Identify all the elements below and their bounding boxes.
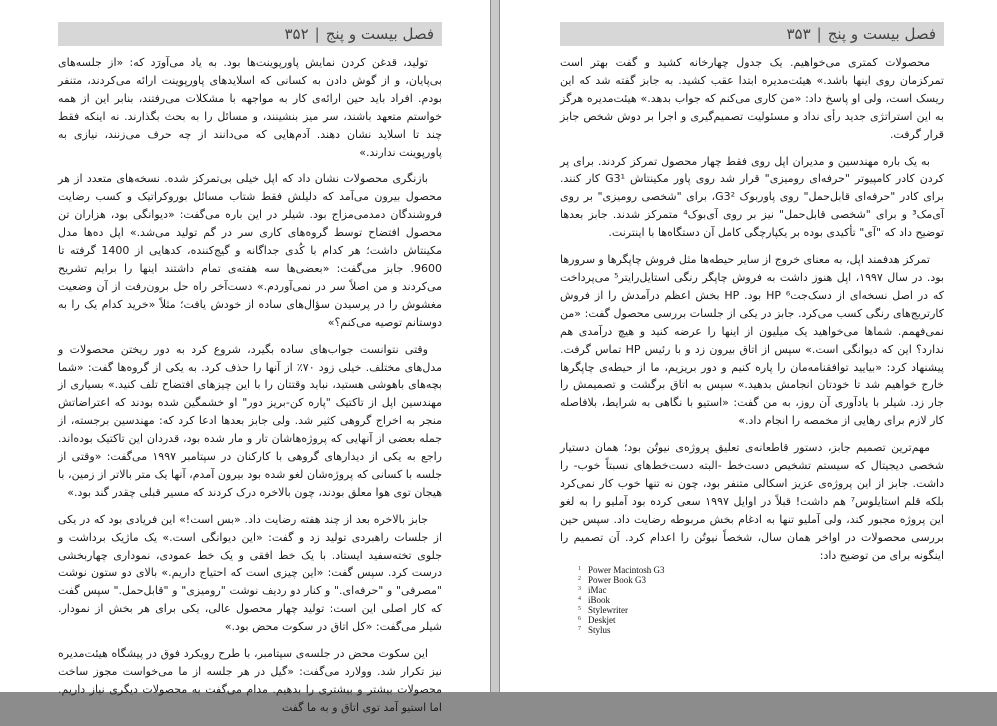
- page-header: [58, 22, 442, 46]
- page-number: ۳۵۲: [284, 25, 309, 43]
- page-gutter: [490, 0, 500, 692]
- footnote-number: 6: [578, 616, 581, 622]
- paragraph: این سکوت محض در جلسه‌ی سپتامبر، با طرح رویکرد فوق در پیشگاه هیئت‌مدیره نیز تکرار شد. وولارد می‌گفت: «گیل در هر جلسه از ما می‌خواست مجوز ساخت محصولات بیشتر و بیشتری را بدهیم. مدام می‌گفت به محصولات دیگری نیاز داریم. اما استیو آمد توی اتاق و به ما گفت: [58, 647, 442, 714]
- footnote-text: Deskjet: [588, 615, 616, 625]
- footnote: [578, 585, 665, 595]
- chapter-title: فصل بیست و پنج: [325, 25, 434, 43]
- footnote: [578, 605, 665, 615]
- footnotes: [578, 565, 665, 635]
- footnote-text: iMac: [588, 585, 607, 595]
- footnote: [578, 615, 665, 625]
- footnote-number: 4: [578, 596, 581, 602]
- paragraph: تمرکز هدفمند اپل، به معنای خروج از سایر حیطه‌ها مثل فروش چاپگرها و سرورها بود. در سال ۱۹۹۷، اپل هنوز داشت به فروش چاپگر رنگی استایل‌رایتر⁵ می‌پرداخت که در اصل نسخه‌ای از دسک‌جت⁶ HP بود. HP بخش اعظم درآمدش را از فروش کارتریج‌های رنگی کسب می‌کرد. جابز در یکی از جلسات بررسی محصول گفت: «من نمی‌فهمم. شماها می‌خواهید یک میلیون از اینها را عرضه کنید و هیچ درآمدی هم ندارد؟ این که دیوانگی است.» سپس از اتاق بیرون زد و با رئیس HP تماس گرفت. پیشنهاد کرد: «بیایید توافقنامه‌مان را پاره کنیم و دور بریزیم، ما از حیطه‌ی چاپگرها خارج خواهیم شد تا خودتان انجامش بدهید.» سپس به اتاق برگشت و تصمیمش را جار زد. شیلر با یادآوری آن روز، به من گفت: «استیو با نگاهی به شرایط، بلافاصله کار لازم برای رهایی از مخمصه را انجام داد.»: [559, 253, 945, 428]
- paragraph: وقتی نتوانست جواب‌های ساده بگیرد، شروع کرد به دور ریختن محصولات و مدل‌های مختلف. خیلی زود ۷۰٪ از آنها را حذف کرد. به یکی از گروه‌ها گفت: «شما بچه‌های باهوشی هستید، نباید وقتتان را با این چیزهای افتضاح تلف کنید.» بسیاری از مهندسین اپل از تاکتیک "پاره کن-بریز دور" او خشمگین شده بودند که اعتراضاتش منجر به اخراج گروهی کثیر شد. ولی جابز بعدها ادعا کرد که: مهندسین برجسته، از جمله بعضی از آنهایی که پروژه‌هاشان تار و مار شده بود، قدردان این تاکتیک بوده‌اند. راجع به یکی از دیدارهای گروهی با کارکنان در سپتامبر ۱۹۹۷ می‌گفت: «وقتی از جلسه با کسانی که پروژه‌شان لغو شده بود بیرون آمدم، آنها یک متر بالاتر از زمین، با هیجان توی هوا معلق بودند، چون بالاخره درک کردند که مسیر قبلی چقدر گند بود.»: [58, 342, 442, 499]
- footnote-number: 7: [578, 626, 581, 632]
- chapter-title: فصل بیست و پنج: [827, 25, 936, 43]
- footnote: [578, 625, 665, 635]
- page-body: [560, 54, 944, 573]
- right-page: [500, 0, 997, 692]
- paragraph: مهم‌ترین تصمیم جابز، دستور قاطعانه‌ی تعلیق پروژه‌ی نیوتُن بود؛ همان دستیار شخصی دیجیتال که سیستم تشخیص دست‌خط -البته دست‌خط‌های نسبتاً خوب- را داشت. جابز از این پروژه‌ی عزیز اسکالی متنفر بود، چون نه تنها خوب کار نمی‌کرد بلکه قلم استایلوس⁷ هم داشت! قبلاً در اوایل ۱۹۹۷ سعی کرده بود آملیو را به لغو این پروژه مجبور کند، ولی آملیو تنها به ادغام بخش مربوطه رضایت داد. سپس حین بررسی محصولات در اواخر همان سال، شخصاً نیوتُن را اعدام کرد. آن تصمیم را اینگونه برای من توضیح داد:: [560, 441, 944, 562]
- footnote-number: 1: [578, 566, 581, 572]
- page-number: ۳۵۳: [786, 25, 811, 43]
- left-page: [0, 0, 490, 714]
- footnote-number: 5: [578, 606, 581, 612]
- footnote: [578, 565, 665, 575]
- footnote-text: Power Book G3: [588, 575, 646, 585]
- footnote-text: Stylus: [588, 625, 611, 635]
- paragraph: بازنگری محصولات نشان داد که اپل خیلی بی‌تمرکز شده. نسخه‌های متعدد از هر محصول بیرون می‌آمد که دلیلش فقط شتاب مسائل بوروکراتیک و کسب رضایت فروشندگان دمدمی‌مزاج بود. شیلر در این باره می‌گفت: «دیوانگی بود، هزاران تن محصول افتضاح توسط گروه‌های کاری سر در گم تولید می‌شد.» اپل ده‌ها مدل مکینتاش داشت؛ هر کدام با کُدی جداگانه و گیج‌کننده، کدهایی از 1400 گرفته تا 9600. جابز می‌گفت: «بعضی‌ها سه هفته‌ی تمام داشتند اینها را برایم تشریح می‌کردند و من اصلاً سر در نمی‌آوردم.» دست‌آخر راه حل برون‌رفت از آن وضعیت مغشوش را در پرسیدن سؤال‌های ساده از خودش یافت؛ مثلاً «خرید کدام یک را به دوستانم توصیه می‌کنم؟»: [58, 172, 442, 329]
- header-separator: |: [314, 25, 320, 43]
- footnote-number: 2: [578, 576, 581, 582]
- page-body: [58, 54, 442, 726]
- page-header: [560, 22, 944, 46]
- paragraph: جابز بالاخره بعد از چند هفته رضایت داد. «بس است!» این فریادی بود که در یکی از جلسات راهبردی تولید زد و گفت: «این دیوانگی است.» یک ماژیک برداشت و جلوی تخته‌سفید ایستاد. با یک خط افقی و یک خط عمودی، نموداری چهاربخشی درست کرد. سپس گفت: «این چیزی است که احتیاج داریم.» بالای دو ستون نوشت "مصرفی" و "حرفه‌ای." و کنار دو ردیف نوشت "رومیزی" و "قابل‌حمل." سپس گفت که کار اصلی این است: تولید چهار محصول عالی، یکی برای هر بخش از نمودار. شیلر می‌گفت: «کل اتاق در سکوت محض بود.»: [58, 512, 442, 634]
- footnote: [578, 575, 665, 585]
- footnote-text: Stylewriter: [588, 605, 628, 615]
- paragraph: محصولات کمتری می‌خواهیم. یک جدول چهارخانه کشید و گفت بهتر است تمرکزمان روی اینها باشد.» هیئت‌مدیره ابتدا عقب کشید. به جابز گفته شد که این ریسک است، ولی او پاسخ داد: «من کاری می‌کنم که جواب بدهد.» هیئت‌مدیره هرگز به این استراتژی جدید رأی نداد و مسئولیت تصمیم‌گیری و اجرا بر دوش شخص جابز قرار گرفت.: [560, 56, 944, 141]
- footnote: [578, 595, 665, 605]
- footnote-text: Power Macintosh G3: [588, 565, 665, 575]
- paragraph: تولید، قدغن کردن نمایش پاورپوینت‌ها بود. به یاد می‌آورَد که: «از جلسه‌های بی‌پایان، و از گوش دادن به کسانی که اسلایدهای پاورپوینت ارائه می‌کردند، متنفر بودم. افراد باید حین ارائه‌ی کار به مواجهه با مشکلات می‌رفتند، بنابر این از همه خواستم متعهد باشند، سر میز بنشینند، و مسائل را به بحث بگذارند. نه اینکه فقط چند تا اسلاید نشان دهند. آدم‌هایی که می‌دانند از چه حرف می‌زنند، نیازی به پاورپوینت ندارند.»: [58, 56, 442, 159]
- paragraph: به یک باره مهندسین و مدیران اپل روی فقط چهار محصول تمرکز کردند. برای پر کردن کادر کامپیوتر "حرفه‌ای رومیزی" قرار شد روی پاور مکینتاش G3¹ کار کنند. برای کادر "حرفه‌ای قابل‌حمل" روی پاوربوک G3²، برای "شخصی رومیزی" بر روی آی‌مک³ و برای "شخصی قابل‌حمل" نیز بر روی آی‌بوک⁴ متمرکز شدند. جابز بعدها توضیح داد که "آی" تأکیدی بوده بر یکپارچگی کامل آن دستگاه‌ها با اینترنت.: [560, 154, 945, 240]
- footnote-number: 3: [578, 586, 581, 592]
- header-separator: |: [816, 25, 822, 43]
- footnote-text: iBook: [588, 595, 611, 605]
